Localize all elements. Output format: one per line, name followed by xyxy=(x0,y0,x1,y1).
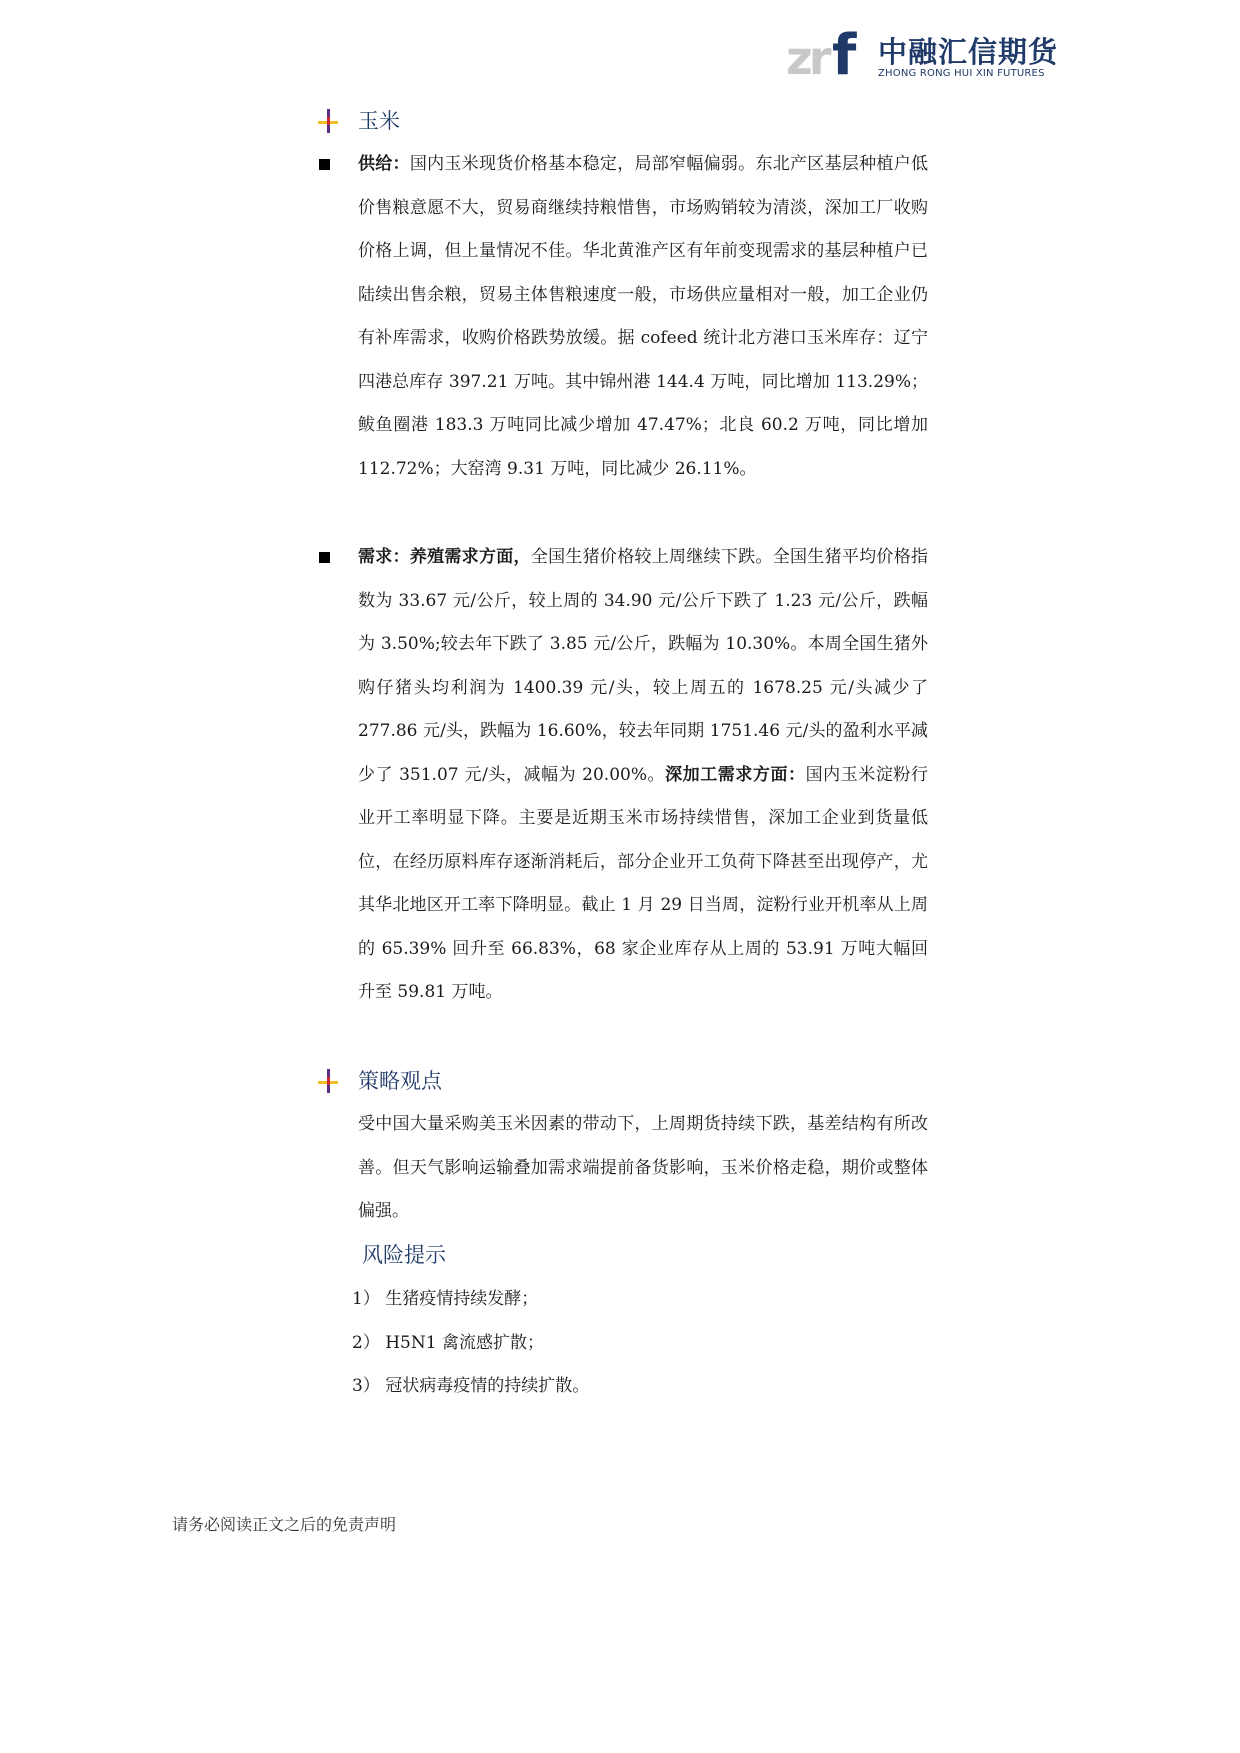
processing-demand-label: 深加工需求方面： xyxy=(665,764,806,785)
risk-item: 1） 生猪疫情持续发酵； xyxy=(352,1289,539,1309)
disclaimer-footer: 请务必阅读正文之后的免责声明 xyxy=(172,1515,397,1534)
risk-item: 3） 冠状病毒疫情的持续扩散。 xyxy=(352,1376,590,1396)
livestock-demand-text: 全国生猪价格较上周继续下跌。全国生猪平均价格指数为 33.67 元/公斤，较上周的 34.90 元/公斤下跌了 1.23 元/公斤，跌幅为 3.50%;较去年下跌了 3.85 元/公斤，跌幅为 10.30%。本周全国生猪外购仔猪头均利润为 1400.39 元/头，较上周五的 1678.25 元/头减少了 277.86 元/头，跌幅为 16.60%，较去年同期 1751.46 元/头的盈利水平减少了 351.07 元/头，减幅为 20.00%。 xyxy=(358,547,928,785)
section-marker-icon xyxy=(318,1069,338,1093)
section-title: 玉米 xyxy=(358,109,400,133)
supply-paragraph xyxy=(358,143,928,491)
svg-text:zr: zr xyxy=(786,31,828,82)
demand-label: 需求： xyxy=(358,547,410,567)
svg-text:f: f xyxy=(832,24,857,82)
square-bullet-icon xyxy=(319,552,330,563)
logo-mark-icon xyxy=(786,24,866,82)
company-logo xyxy=(786,24,1059,82)
square-bullet-icon xyxy=(319,159,330,170)
logo-chinese-name: 中融汇信期货 xyxy=(878,35,1059,69)
section-marker-icon xyxy=(318,109,338,133)
section-title: 策略观点 xyxy=(358,1069,442,1093)
risk-title: 风险提示 xyxy=(362,1243,446,1267)
demand-paragraph xyxy=(358,536,928,1015)
supply-text: 国内玉米现货价格基本稳定，局部窄幅偏弱。东北产区基层种植户低价售粮意愿不大，贸易商继续持粮惜售，市场购销较为清淡，深加工厂收购价格上调，但上量情况不佳。华北黄淮产区有年前变现需求的基层种植户已陆续出售余粮，贸易主体售粮速度一般，市场供应量相对一般，加工企业仍有补库需求，收购价格跌势放缓。据 cofeed 统计北方港口玉米库存：辽宁四港总库存 397.21 万吨。其中锦州港 144.4 万吨，同比增加 113.29%；鲅鱼圈港 183.3 万吨同比减少增加 47.47%；北良 60.2 万吨，同比增加 112.72%；大窑湾 9.31 万吨，同比减少 26.11%。 xyxy=(358,154,928,479)
livestock-demand-label: 养殖需求方面， xyxy=(409,547,531,567)
processing-demand-text: 国内玉米淀粉行业开工率明显下降。主要是近期玉米市场持续惜售，深加工企业到货量低位，在经历原料库存逐渐消耗后，部分企业开工负荷下降甚至出现停产，尤其华北地区开工率下降明显。截止 1 月 29 日当周，淀粉行业开机率从上周的 65.39% 回升至 66.83%，68 家企业库存从上周的 53.91 万吨大幅回升至 59.81 万吨。 xyxy=(358,764,928,1002)
logo-english-name: ZHONG RONG HUI XIN FUTURES xyxy=(878,68,1045,79)
supply-label: 供给： xyxy=(358,154,410,174)
risk-item: 2） H5N1 禽流感扩散； xyxy=(352,1333,544,1353)
strategy-paragraph: 受中国大量采购美玉米因素的带动下，上周期货持续下跌，基差结构有所改善。但天气影响运输叠加需求端提前备货影响，玉米价格走稳，期价或整体偏强。 xyxy=(358,1114,928,1221)
